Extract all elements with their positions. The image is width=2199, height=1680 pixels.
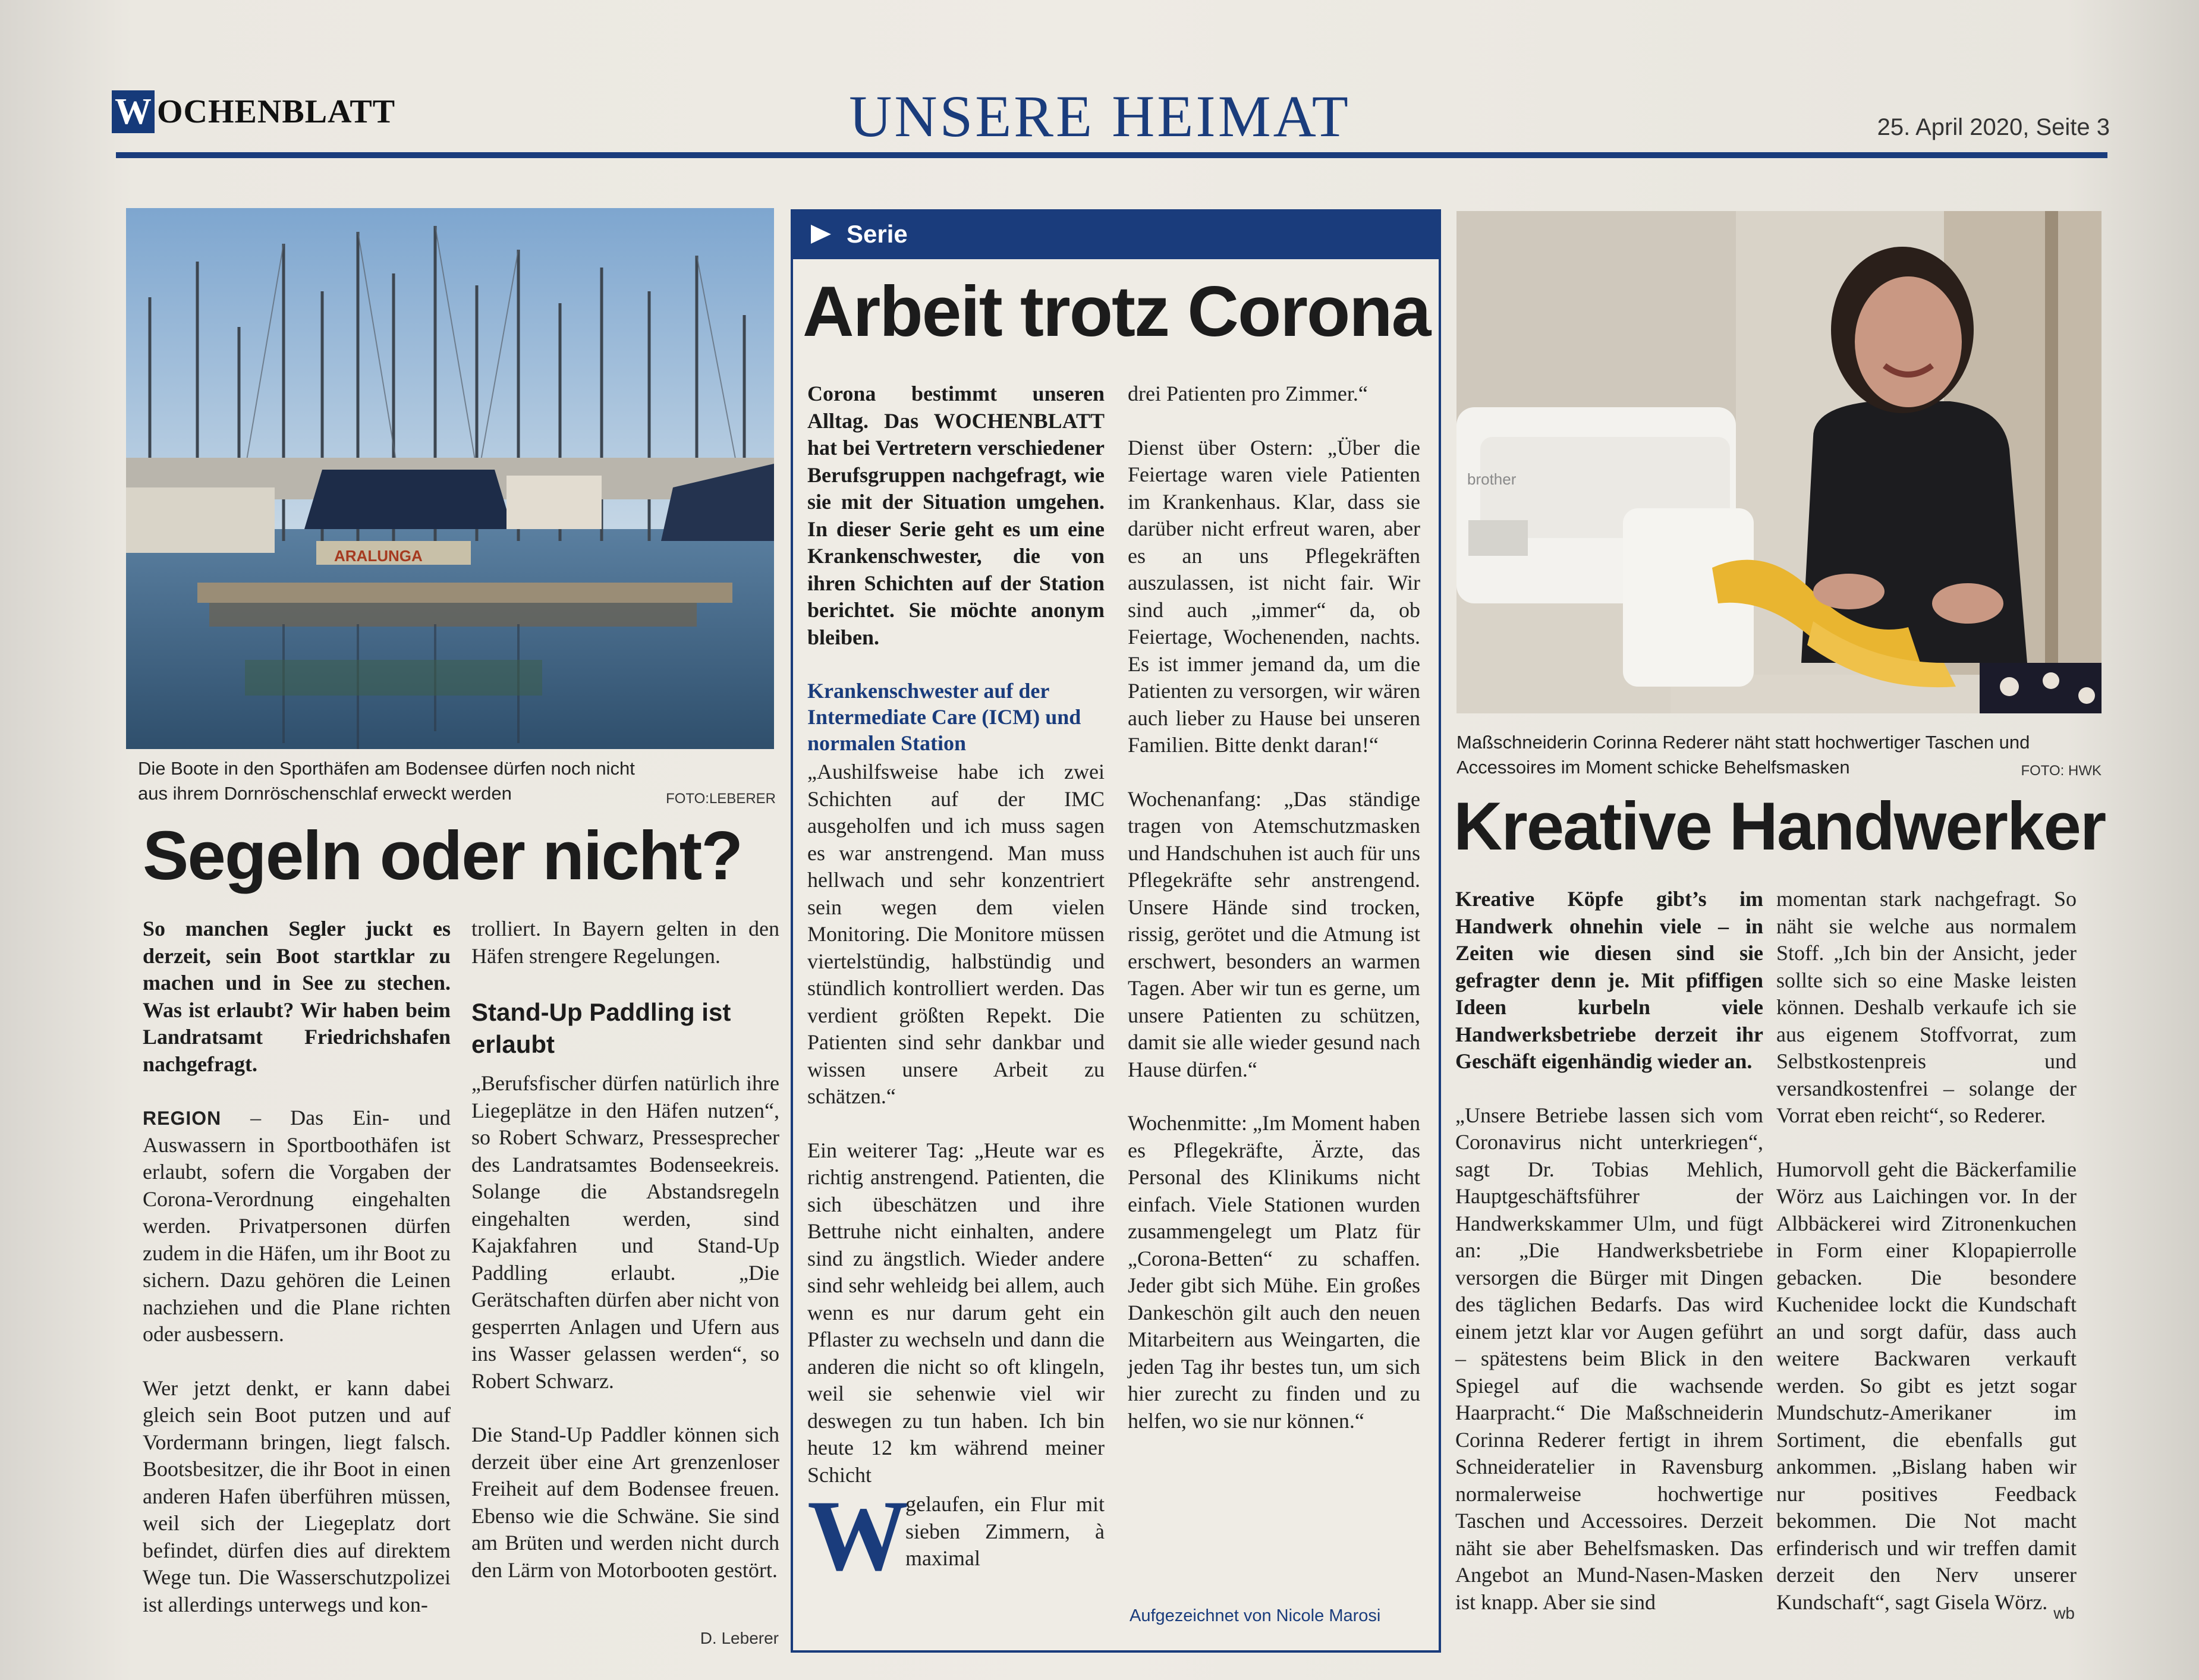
headline-kreative-handwerker: Kreative Handwerker bbox=[1454, 789, 2106, 864]
corona-paragraph-1: „Aushilfsweise habe ich zwei Schichten auf der IMC ausgeholfen und ich muss sagen es war anstrengend. Man muss hellwach und sehr konzentriert sein wegen dem vielen Monitoring. Die Monitore müssen viertelstündig, halbstündig und stündlich kontrolliert werden. Das verdient größten Repekt. Die Patienten sind sehr dankbar und wissen unsere Arbeit zu schätzen.“ bbox=[807, 760, 1105, 1108]
harbor-photo-caption: Die Boote in den Sporthäfen am Bodensee dürfen noch nicht aus ihrem Dornröschenschlaf erweckt werden bbox=[138, 758, 635, 804]
seamstress-photo-caption: Maßschneiderin Corinna Rederer näht statt hochwertiger Taschen und Accessoires im Moment schicke Behelfsmasken bbox=[1456, 732, 2030, 778]
harbor-photo-credit: FOTO:LEBERER bbox=[666, 791, 776, 807]
corona-byline: Aufgezeichnet von Nicole Marosi bbox=[1130, 1606, 1381, 1625]
corona-paragraph-7: Wochenmitte: „Im Moment haben es Pflegekräfte, Ärzte, das Personal des Klinikums nicht einfach. Viele Stationen wurden zusammengelegt um Platz für „Corona-Betten“ zu schaffen. Jeder gibt sich Mühe. Ein großes Dankeschön gilt auch den neuen Mitarbeitern aus Weingarten, die jeden Tag ihr bestes tun, um sich hier zurecht zu finden und zu helfen, wo sie nur können.“ bbox=[1128, 1111, 1420, 1433]
segeln-paragraph-2: Wer jetzt denkt, er kann dabei gleich sein Boot putzen und auf Vordermann bringen, liegt falsch. Bootsbesitzer, die ihr Boot in einen anderen Hafen überführen müssen, weil sich der Liegeplatz dort befindet, dürfen dies auf direktem Wege tun. Die Wasserschutzpolizei ist allerdings unterwegs und kon- bbox=[143, 1376, 451, 1616]
corona-paragraph-6: Wochenanfang: „Das ständige tragen von Atemschutzmasken und Handschuhen ist auch für uns Pflegekräfte sehr anstrengend. Unsere Hände sind trocken, rissig, gerötet und die Atmung ist erschwert, besonders an warmen Tagen. Aber wir tun es gerne, um unsere Patienten zu schützen, damit sie alle wieder gesund nach Hause dürfen.“ bbox=[1128, 786, 1420, 1081]
segeln-paragraph-1: REGION – Das Ein- und Auswassern in Sportboothäfen ist erlaubt, sofern die Vorgaben der Corona-Verordnung eingehalten werden. Privatpersonen dürfen zudem in die Häfen, um ihr Boot zu sichern. Dazu gehören die Leinen nachziehen und die Plane richten oder ausbessern. bbox=[143, 1106, 451, 1346]
series-bar bbox=[791, 209, 1441, 259]
date-page-line: 25. April 2020, Seite 3 bbox=[1877, 114, 2110, 140]
harbor-photo bbox=[126, 208, 774, 749]
segeln-paragraph-4: „Berufsfischer dürfen natürlich ihre Liegeplätze in den Häfen nutzen“, so Robert Schwarz, Pressesprecher des Landratsamtes Bodenseekreis. Solange die Abstandsregeln eingehalten werden, sind Kajakfahren und Stand-Up Paddling erlaubt. „Die Gerätschaften dürfen aber nicht von gesperrten Anlagen und Ufern aus ins Wasser gelassen werden“, so Robert Schwarz. bbox=[471, 1071, 779, 1393]
corona-column-2 bbox=[1128, 380, 1420, 1434]
corona-paragraph-4: drei Patienten pro Zimmer.“ bbox=[1128, 382, 1368, 405]
corona-subhead: Krankenschwester auf der Intermediate Care (ICM) und normalen Station bbox=[807, 679, 1081, 755]
arrow-right-icon bbox=[811, 225, 831, 244]
corona-initial-block bbox=[807, 1480, 1105, 1591]
headline-arbeit-trotz-corona: Arbeit trotz Corona bbox=[803, 272, 1430, 351]
series-label: Serie bbox=[847, 220, 908, 248]
harbor-illustration bbox=[126, 208, 774, 749]
segeln-column-1 bbox=[143, 915, 451, 1618]
corona-paragraph-5: Dienst über Ostern: „Über die Feiertage waren viele Patienten im Krankenhaus. Klar, dass sie darüber nicht erfreut waren, aber es an uns Pflegekräften auszulassen, ist nicht fair. Wir sind auch „immer“ da, ob Feiertage, Wochenenden, nachts. Es ist immer jemand da, um die Patienten zu versorgen, wir wären auch lieber zu Hause bei unseren Familien. Bitte denkt daran!“ bbox=[1128, 435, 1420, 757]
segeln-paragraph-5: Die Stand-Up Paddler können sich derzeit über eine Art grenzenloser Freiheit auf dem Bodensee freuen. Ebenso wie die Schwäne. Sie sind am Brüten und werden nicht durch den Lärm von Motorbooten gestört. bbox=[471, 1423, 779, 1582]
handwerker-lead: Kreative Köpfe gibt’s im Handwerk ohnehin viele – in Zeiten wie diesen sind sie gefragter denn je. Mit pfiffigen Ideen kurbeln viele Handwerksbetriebe derzeit ihr Geschäft eigenhändig wieder an. bbox=[1455, 887, 1763, 1073]
sewing-machine-brand: brother bbox=[1467, 470, 1517, 488]
seamstress-illustration bbox=[1456, 211, 2102, 713]
segeln-column-2 bbox=[471, 915, 779, 1584]
newspaper-logo bbox=[112, 88, 395, 136]
headline-segeln: Segeln oder nicht? bbox=[143, 817, 743, 894]
segeln-lead: So manchen Segler juckt es derzeit, sein Boot startklar zu machen und in See zu stechen. Was ist erlaubt? Wir haben beim Landratsamt Friedrichshafen nachgefragt. bbox=[143, 917, 451, 1076]
handwerker-paragraph-1: „Unsere Betriebe lassen sich vom Coronavirus nicht unterkriegen“, sagt Dr. Tobias Mehlich, Hauptgeschäftsführer der Handwerkskammer Ulm, und fügt an: „Die Handwerksbetriebe versorgen die Bürger mit Dingen des täglichen Bedarfs. Das wird einem jetzt klar vor Augen geführt – spätestens beim Blick in den Spiegel auf die wachsende Haarpracht.“ Die Maßschneiderin Corinna Rederer fertigt in ihrem Schneideratelier in Ravensburg normalerweise hochwertige Taschen und Accessoires. Derzeit näht sie aber Behelfsmasken. Das Angebot an Mund-Nasen-Masken ist knapp. Aber sie sind bbox=[1455, 1103, 1763, 1614]
segeln-paragraph-3: trolliert. In Bayern gelten in den Häfen strengere Regelungen. bbox=[471, 917, 779, 968]
boat-name-label: ARALUNGA bbox=[334, 547, 423, 565]
seamstress-photo-credit: FOTO: HWK bbox=[2021, 763, 2102, 779]
handwerker-column-2 bbox=[1776, 886, 2077, 1616]
handwerker-column-1 bbox=[1455, 886, 1763, 1616]
handwerker-author: wb bbox=[2053, 1604, 2075, 1622]
handwerker-paragraph-2: momentan stark nachgefragt. So näht sie welche aus normalem Stoff. „Ich bin der Ansicht, jeder sollte sich so eine Maske leisten können. Deshalb verkaufe ich sie aus eigenem Stoffvorrat, zum Selbstkostenpreis und versandkostenfrei – solange der Vorrat eben reicht“, so Rederer. bbox=[1776, 887, 2077, 1127]
corona-lead: Corona bestimmt unseren Alltag. Das WOCHENBLATT hat bei Vertretern verschiedener Berufsgruppen nachgefragt, wie sie mit der Situation umgehen. In dieser Serie geht es um eine Krankenschwester, die von ihren Schichten auf der Station berichtet. Sie möchte anonym bleiben. bbox=[807, 382, 1105, 649]
section-title: UNSERE HEIMAT bbox=[849, 83, 1351, 149]
handwerker-paragraph-3: Humorvoll geht die Bäckerfamilie Wörz aus Laichingen vor. In der Albbäckerei wird Zitronenkuchen in Form einer Klopapierrolle gebacken. Die besondere Kuchenidee lockt die Kundschaft an und sorgt dafür, dass auch weitere Backwaren verkauft werden. So gibt es jetzt sogar Mundschutz-Amerikaner im Sortiment, die ebenfalls gut ankommen. „Bislang haben wir nur positives Feedback bekommen. Die Not macht erfinderisch und wir treffen damit derzeit den Nerv unserer Kundschaft“, sagt Gisela Wörz. bbox=[1776, 1157, 2077, 1614]
logo-initial: W bbox=[112, 90, 155, 133]
corona-column-1 bbox=[807, 380, 1105, 1591]
header-rule bbox=[116, 152, 2107, 158]
logo-text: OCHENBLATT bbox=[157, 93, 396, 130]
corona-paragraph-2: Ein weiterer Tag: „Heute war es richtig anstrengend. Patienten, die sich übeschätzen und ihre Bettruhe nicht einhalten, andere sind zu ängstlich. Wieder andere sind sehr wehleidg bei allem, auch wenn es nur darum geht ein Pflaster zu wechseln und dann die anderen die nicht so oft klingeln, weil sie sehenwie viel wir deswegen zu tun haben. Ich bin heute 12 km während meiner Schicht bbox=[807, 1138, 1105, 1487]
corona-paragraph-3: gelaufen, ein Flur mit sieben Zimmern, à maximal bbox=[905, 1492, 1105, 1570]
segeln-subhead: Stand-Up Paddling ist erlaubt bbox=[471, 998, 731, 1058]
seamstress-photo bbox=[1456, 211, 2102, 713]
dateline-region: REGION bbox=[143, 1108, 222, 1129]
segeln-author: D. Leberer bbox=[700, 1629, 779, 1647]
drop-initial: W bbox=[807, 1480, 908, 1591]
